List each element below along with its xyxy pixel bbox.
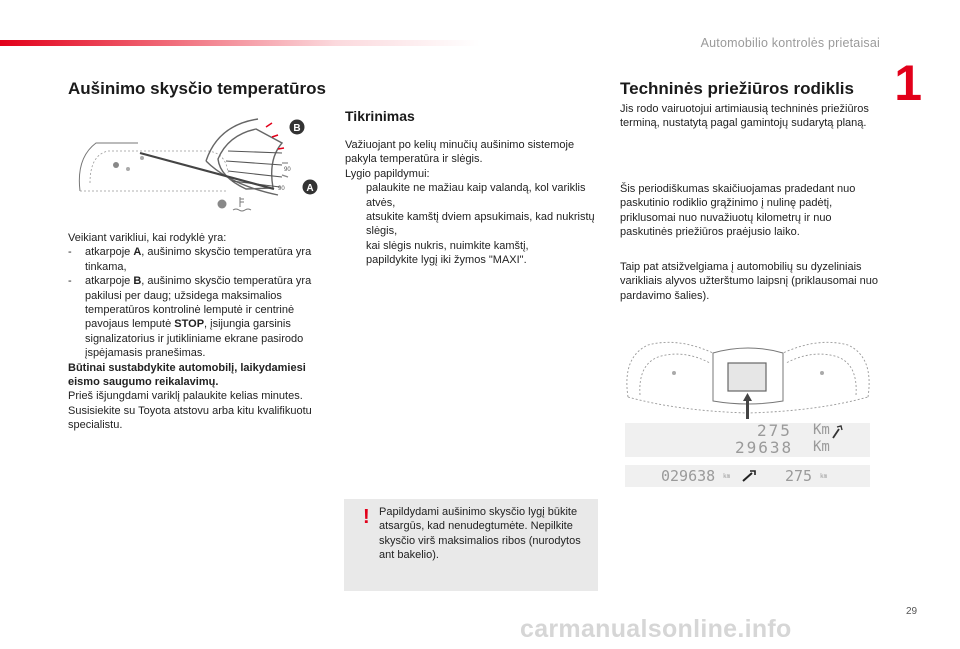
list-item: papildykite lygį iki žymos "MAXI". [345,253,600,267]
section-title-service: Techninės priežiūros rodiklis [620,79,854,98]
service-km-remaining: 275 [757,421,792,440]
warning-lamp-icon [218,200,227,209]
marker-a-label: A [306,183,314,194]
marker-b-label: B [293,123,301,134]
service-paragraph-2: Šis periodiškumas skaičiuojamas pradedant nuo paskutinio rodiklio grąžinimo į nulinę padėtį, priklusomai nuo nuvažiuotų kilometrų ir nuo paskutinės priežiūros praėjusio laiko. [620,183,856,239]
service-paragraph-3: Taip pat atsižvelgiama į automobilių su dyzeliniais varikliais alyvos užterštumo laipsnį (priklausomai nuo pardavimo šalies). [620,261,878,302]
checking-paragraph: Važiuojant po kelių minučių aušinimo sistemoje pakyla temperatūra ir slėgis. [345,139,575,166]
list-item: kai slėgis nukris, nuimkite kamštį, [345,239,600,253]
stop-vehicle-warning: Būtinai sustabdykite automobilį, laikydamiesi eismo saugumo reikalavimų. [68,361,306,389]
odometer-value: 029638 [661,467,716,485]
odometer-reading: 29638 [735,438,794,457]
header-color-bar [0,40,480,46]
list-marker: - [68,246,72,259]
section-title-coolant: Aušinimo skysčio temperatūros [68,79,326,98]
unit-km: km [820,473,828,480]
caution-note-box [344,499,598,591]
service-display-trip [625,423,870,457]
bullet-icon [345,239,366,253]
service-km-value: 275 [785,467,813,485]
page-number: 29 [906,606,918,617]
list-item: - atkarpoje B, aušinimo skysčio temperatūra yra pakilusi per daug; užsidega maksimalios temperatūros kontrolinė lemputė ir centrinė pavojaus lemputė STOP, įsijungia garsinis signalizatorius ir jutikliniame ekrane pasirodo įspėjamasis pranešimas. [68,275,312,360]
checking-text-block [345,138,600,268]
list-item: atsukite kamštį dviem apsukimais, kad nukristų slėgis, [345,210,600,239]
caution-note-text: Papildydami aušinimo skysčio lygį būkite atsargūs, kad nenudegtumėte. Nepilkite skysčio virš maksimalios ribos (nurodytos ant bakelio). [379,506,581,562]
coolant-temperature-icon [233,197,251,211]
service-display-odometer [625,465,870,487]
bullet-icon [345,253,366,267]
instrument-cluster-illustration [618,335,878,421]
watermark: carmanualsonline.info [520,615,792,643]
list-marker: - [68,275,72,288]
wait-paragraph: Prieš išjungdami variklį palaukite kelias minutes. [68,390,303,403]
list-item: palaukite ne mažiau kaip valandą, kol variklis atvės, [345,181,600,210]
refill-label: Lygio papildymui: [345,167,430,180]
wrench-icon [741,469,757,483]
bullet-icon [345,210,366,239]
contact-paragraph: Susisiekite su Toyota atstovu arba kitu kvalifikuotu specialistu. [68,404,312,432]
bullet-icon [345,181,366,210]
unit-km: Km [813,439,830,455]
unit-km: km [723,473,731,480]
coolant-text-block [68,231,330,433]
exclamation-icon: ! [363,506,370,528]
unit-km: Km [813,422,830,438]
gauge-tick-90-top: 90 [284,167,291,173]
list-item: - atkarpoje A, aušinimo skysčio temperatūra yra tinkama, [68,246,312,273]
section-title-checking: Tikrinimas [345,108,415,124]
coolant-gauge-illustration [68,113,330,218]
service-paragraph-1: Jis rodo vairuotojui artimiausią techninės priežiūros terminą, nustatytą pagal gamintojų sudarytą planą. [620,103,869,130]
wrench-icon [831,425,843,439]
coolant-intro: Veikiant varikliui, kai rodyklė yra: [68,232,227,244]
chapter-number: 1 [894,55,922,111]
gauge-tick-90-bottom: 90 [278,186,285,192]
header-title: Automobilio kontrolės prietaisai [700,36,880,50]
